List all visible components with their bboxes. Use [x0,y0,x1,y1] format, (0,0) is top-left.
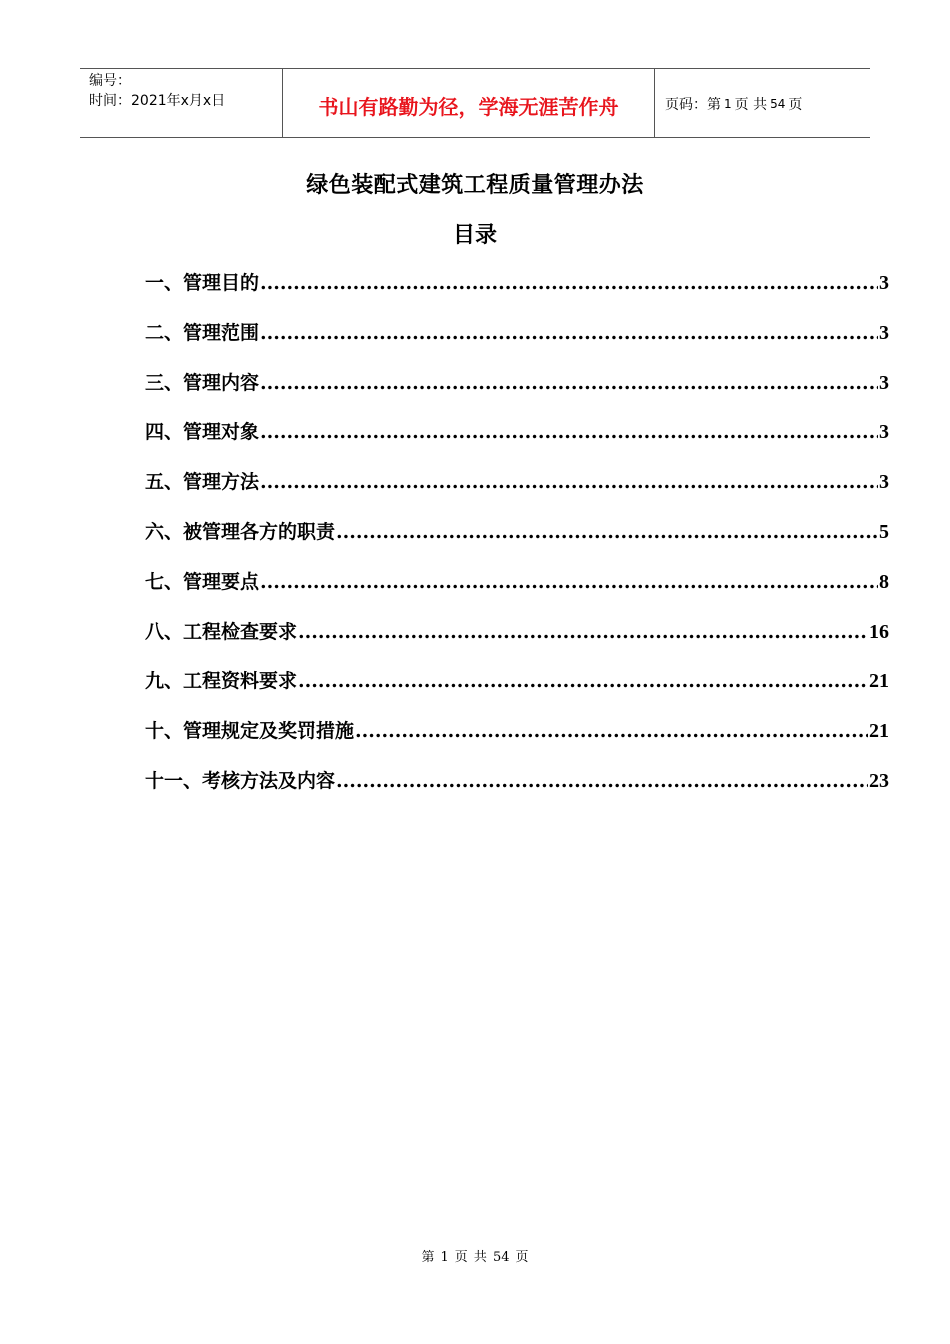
toc-entry-page: 21 [869,670,889,693]
header-motto-cell [282,69,655,137]
toc-leader-dots [260,368,878,398]
toc-leader-dots [260,467,878,497]
toc-entry[interactable] [145,318,889,368]
toc-leader-dots [260,318,878,348]
toc-entry-label: 八、工程检查要求 [145,620,298,643]
page-footer [0,1246,950,1265]
toc-entry-page: 23 [869,769,889,792]
toc-leader-dots [260,567,878,597]
toc-entry[interactable] [145,268,889,318]
toc-entry-page: 3 [879,272,889,294]
toc-entry-label: 二、管理范围 [145,321,260,344]
date-label: 时间：2021年x月x日 [89,93,226,109]
toc-entry-page: 16 [869,620,889,643]
toc-entry-page: 3 [879,471,889,494]
toc-entry[interactable] [145,368,889,418]
footer-suffix: 页 [515,1250,529,1265]
toc-entry-label: 一、管理目的 [145,272,260,294]
document-header [80,68,870,138]
toc-entry[interactable] [145,716,889,766]
toc-leader-dots [355,716,868,746]
toc-entry-label: 三、管理内容 [145,371,260,394]
toc-leader-dots [298,617,868,647]
document-title: 绿色装配式建筑工程质量管理办法 [306,172,644,198]
toc-entry-label: 七、管理要点 [145,570,260,593]
toc-entry[interactable] [145,567,889,617]
header-motto: 书山有路勤为径，学海无涯苦作舟 [318,94,619,119]
toc-entry[interactable] [145,766,889,816]
toc-entry-page: 5 [879,520,889,543]
toc-entry-page: 3 [879,371,889,394]
footer-mid: 页 共 [454,1250,487,1265]
toc-entry-label: 九、工程资料要求 [145,670,298,693]
toc-entry-page: 3 [879,321,889,344]
toc-entry-label: 六、被管理各方的职责 [145,520,336,543]
footer-total: 54 [492,1250,510,1265]
toc-entry[interactable] [145,617,889,667]
header-page-mid: 页 共 [734,97,768,113]
toc-entry-page: 8 [879,570,889,593]
toc-entry-label: 五、管理方法 [145,471,260,494]
toc-entry[interactable] [145,666,889,716]
toc-leader-dots [336,766,868,796]
footer-current: 1 [440,1250,449,1265]
toc-entry[interactable] [145,517,889,567]
footer-prefix: 第 [421,1250,435,1265]
toc-leader-dots [336,517,878,547]
toc-heading: 目录 [452,222,497,248]
toc-leader-dots [260,417,878,447]
header-page-cell [655,69,870,137]
toc-entry-page: 21 [869,720,889,743]
header-page-suffix: 页 [788,97,803,113]
serial-label: 编号： [89,73,131,89]
toc-entry-label: 四、管理对象 [145,421,260,444]
table-of-contents [145,268,889,816]
toc-leader-dots [298,666,868,696]
header-page-current: 1 [724,97,732,111]
toc-entry[interactable] [145,417,889,467]
toc-entry-label: 十一、考核方法及内容 [145,769,336,792]
toc-entry-label: 十、管理规定及奖罚措施 [145,720,355,743]
toc-leader-dots [260,268,878,298]
toc-entry-page: 3 [879,421,889,444]
header-meta-cell [80,69,282,137]
header-page-prefix: 页码：第 [665,97,721,113]
header-page-total: 54 [770,97,786,111]
toc-entry[interactable] [145,467,889,517]
